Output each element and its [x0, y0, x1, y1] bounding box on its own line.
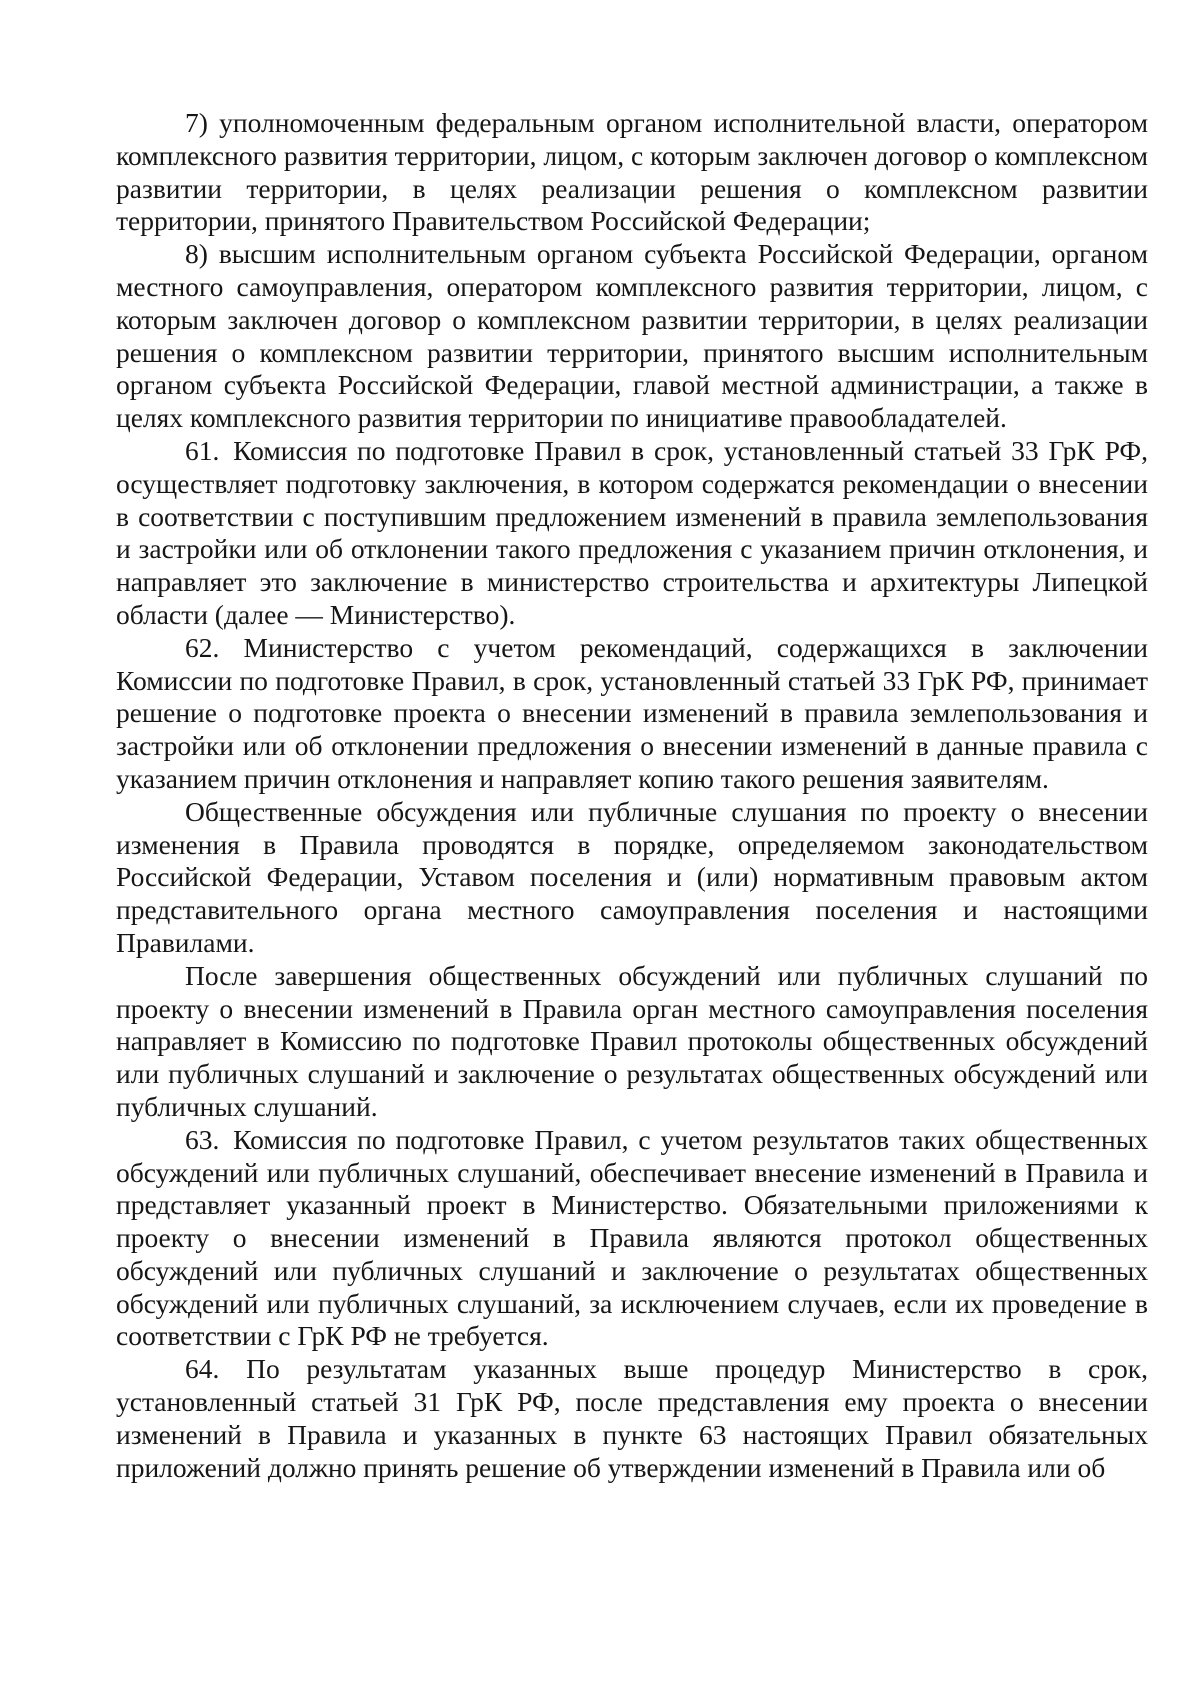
paragraph-62: 62. Министерство с учетом рекомендаций, содержащихся в заключении Комиссии по подготовке Правил, в срок, установленный статьей 33 ГрК РФ, принимает решение о подготовке проекта о внесении изменений в правила землепользования и застройки или об отклонении предложения о внесении изменений в данные правила с указанием причин отклонения и направляет копию такого решения заявителям. [116, 631, 1148, 794]
paragraph-63: 63. Комиссия по подготовке Правил, с учетом результатов таких общественных обсуждений или публичных слушаний, обеспечивает внесение изменений в Правила и представляет указанный проект в Министерство. Обязательными приложениями к проекту о внесении изменений в Правила являются протокол общественных обсуждений или публичных слушаний и заключение о результатах общественных обсуждений или публичных слушаний, за исключением случаев, если их проведение в соответствии с ГрК РФ не требуется. [116, 1123, 1148, 1352]
paragraph-61: 61. Комиссия по подготовке Правил в срок, установленный статьей 33 ГрК РФ, осуществляет подготовку заключения, в котором содержатся рекомендации о внесении в соответствии с поступившим предложением изменений в правила землепользования и застройки или об отклонении такого предложения с указанием причин отклонения, и направляет это заключение в министерство строительства и архитектуры Липецкой области (далее — Министерство). [116, 434, 1148, 630]
paragraph-after-hearings: После завершения общественных обсуждений или публичных слушаний по проекту о внесении изменений в Правила орган местного самоуправления поселения направляет в Комиссию по подготовке Правил протоколы общественных обсуждений или публичных слушаний и заключение о результатах общественных обсуждений или публичных слушаний. [116, 959, 1148, 1122]
paragraph-item-8: 8) высшим исполнительным органом субъекта Российской Федерации, органом местного самоуправления, оператором комплексного развития территории, лицом, с которым заключен договор о комплексном развитии территории, в целях реализации решения о комплексном развитии территории, принятого высшим исполнительным органом субъекта Российской Федерации, главой местной администрации, а также в целях комплексного развития территории по инициативе правообладателей. [116, 238, 1148, 434]
document-page [116, 107, 1148, 1484]
paragraph-64: 64. По результатам указанных выше процедур Министерство в срок, установленный статьей 31 ГрК РФ, после представления ему проекта о внесении изменений в Правила и указанных в пункте 63 настоящих Правил обязательных приложений должно принять решение об утверждении изменений в Правила или об [116, 1353, 1148, 1483]
paragraph-item-7: 7) уполномоченным федеральным органом исполнительной власти, оператором комплексного развития территории, лицом, с которым заключен договор о комплексном развитии территории, в целях реализации решения о комплексном развитии территории, принятого Правительством Российской Федерации; [116, 107, 1148, 237]
paragraph-public-hearings: Общественные обсуждения или публичные слушания по проекту о внесении изменения в Правила проводятся в порядке, определяемом законодательством Российской Федерации, Уставом поселения и (или) нормативным правовым актом представительного органа местного самоуправления поселения и настоящими Правилами. [116, 795, 1148, 958]
